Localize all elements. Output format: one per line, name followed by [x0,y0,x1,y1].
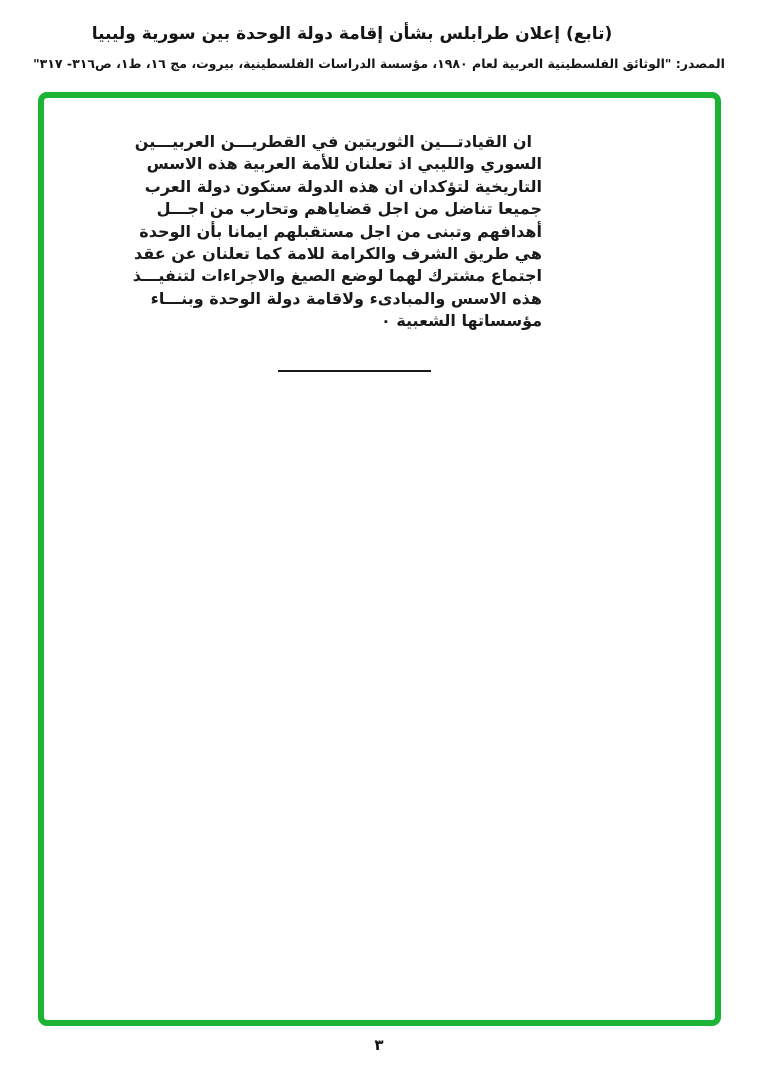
document-source-citation: المصدر: "الوثائق الفلسطينية العربية لعام ١٩٨٠، مؤسسة الدراسات الفلسطينية، بيروت، مج ١٦، ط١، ص٣١٦- ٣١٧" [33,56,725,71]
paragraph-line: أهدافهم وتبنى من اجل مستقبلهم ايمانا بأن الوحدة [139,221,542,241]
paragraph-line: التاريخية لتؤكدان ان هذه الدولة ستكون دولة العرب [144,176,542,196]
document-title: (تابع) إعلان طرابلس بشأن إقامة دولة الوحدة بين سورية وليبيا [91,24,613,44]
page-number: ٣ [374,1036,384,1054]
paragraph-line: هي طريق الشرف والكرامة للامة كما تعلنان عن عقد [134,244,542,264]
paragraph-line: مؤسساتها الشعبية ٠ [380,311,542,331]
paragraph-line: ان القيادتـــين الثوريتين في القطريـــن العربيـــين [134,132,532,151]
paragraph-line: السوري والليبي اذ تعلنان للأمة العربية هذه الاسس [146,154,542,174]
document-body [132,131,542,333]
horizontal-rule [278,370,431,372]
paragraph-line: هذه الاسس والمبادىء ولاقامة دولة الوحدة وبنـــاء [150,288,542,308]
paragraph-line: جميعا تناضل من اجل قضاياهم وتحارب من اجـــل [156,199,542,219]
paragraph-line: اجتماع مشترك لهما لوضع الصيغ والاجراءات لتنفيـــذ [132,266,542,286]
